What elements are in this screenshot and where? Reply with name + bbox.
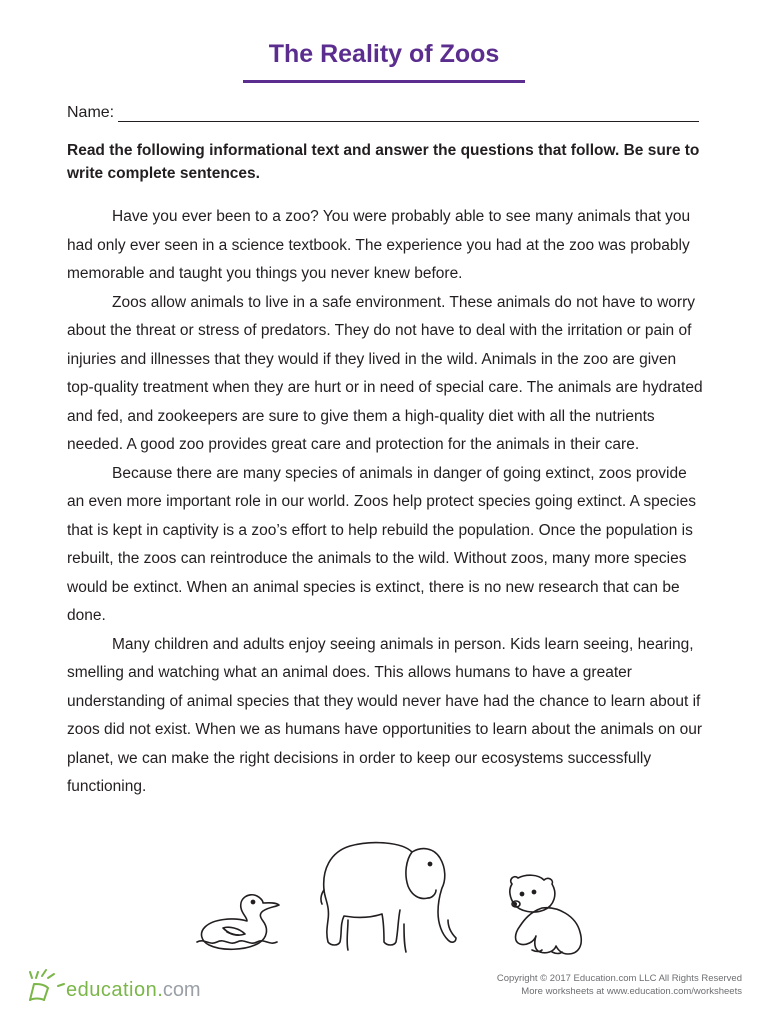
logo-dot: .: [157, 979, 163, 1001]
instructions: Read the following informational text and answer the questions that follow. Be sure to write complete sentences.: [67, 142, 700, 182]
education-logo[interactable]: [22, 966, 201, 1002]
name-field-row: [67, 104, 699, 122]
paragraph-4: Many children and adults enjoy seeing animals in person. Kids learn seeing, hearing, smelling and watching what an animal does. This allows humans to have a greater understanding of animal species that they would never have had the chance to learn about if zoos did not exist. When we as humans have opportunities to learn about the animals on our planet, we can make the right decisions in order to keep our ecosystems successfully functioning.: [67, 635, 703, 795]
title-underline: [243, 80, 525, 83]
bear-icon: [502, 874, 592, 956]
paragraph-2: Zoos allow animals to live in a safe environment. These animals do not have to worry about the threat or stress of predators. They do not have to deal with the irritation or pain of injuries and illnesses that they would if they lived in the wild. Animals in the zoo are given top-quality treatment when they are hurt or in need of special care. The animals are hydrated and fed, and zookeepers are sure to give them a high-quality diet with all the nutrients needed. A good zoo provides great care and protection for the animals in their care.: [67, 293, 703, 453]
elephant-icon: [320, 840, 462, 964]
duck-icon: [195, 888, 287, 958]
worksheets-link[interactable]: More worksheets at www.education.com/worksheets: [521, 986, 742, 997]
logo-tld: com: [162, 979, 201, 1001]
name-label: Name:: [67, 104, 115, 121]
paragraph-1: Have you ever been to a zoo? You were probably able to see many animals that you had only ever seen in a science textbook. The experience you had at the zoo was probably memorable and taught you things you never knew before.: [67, 208, 691, 282]
page-title: The Reality of Zoos: [268, 40, 500, 68]
paragraph-3: Because there are many species of animals in danger of going extinct, zoos provide an even more important role in our world. Zoos help protect species going extinct. A species that is kept in captivity is a zoo’s effort to help rebuild the population. Once the population is rebuilt, the zoos can reintroduce the animals to the wild. Without zoos, many more species would be extinct. When an animal species is extinct, there is no new research that can be done.: [67, 464, 696, 624]
name-blank-line[interactable]: [118, 105, 699, 122]
copyright-notice: [497, 972, 742, 998]
logo-brand: education: [66, 979, 158, 1001]
book-icon: [22, 966, 66, 1002]
article-body: [67, 203, 707, 802]
copyright-line: Copyright © 2017 Education.com LLC All Rights Reserved: [496, 973, 742, 984]
